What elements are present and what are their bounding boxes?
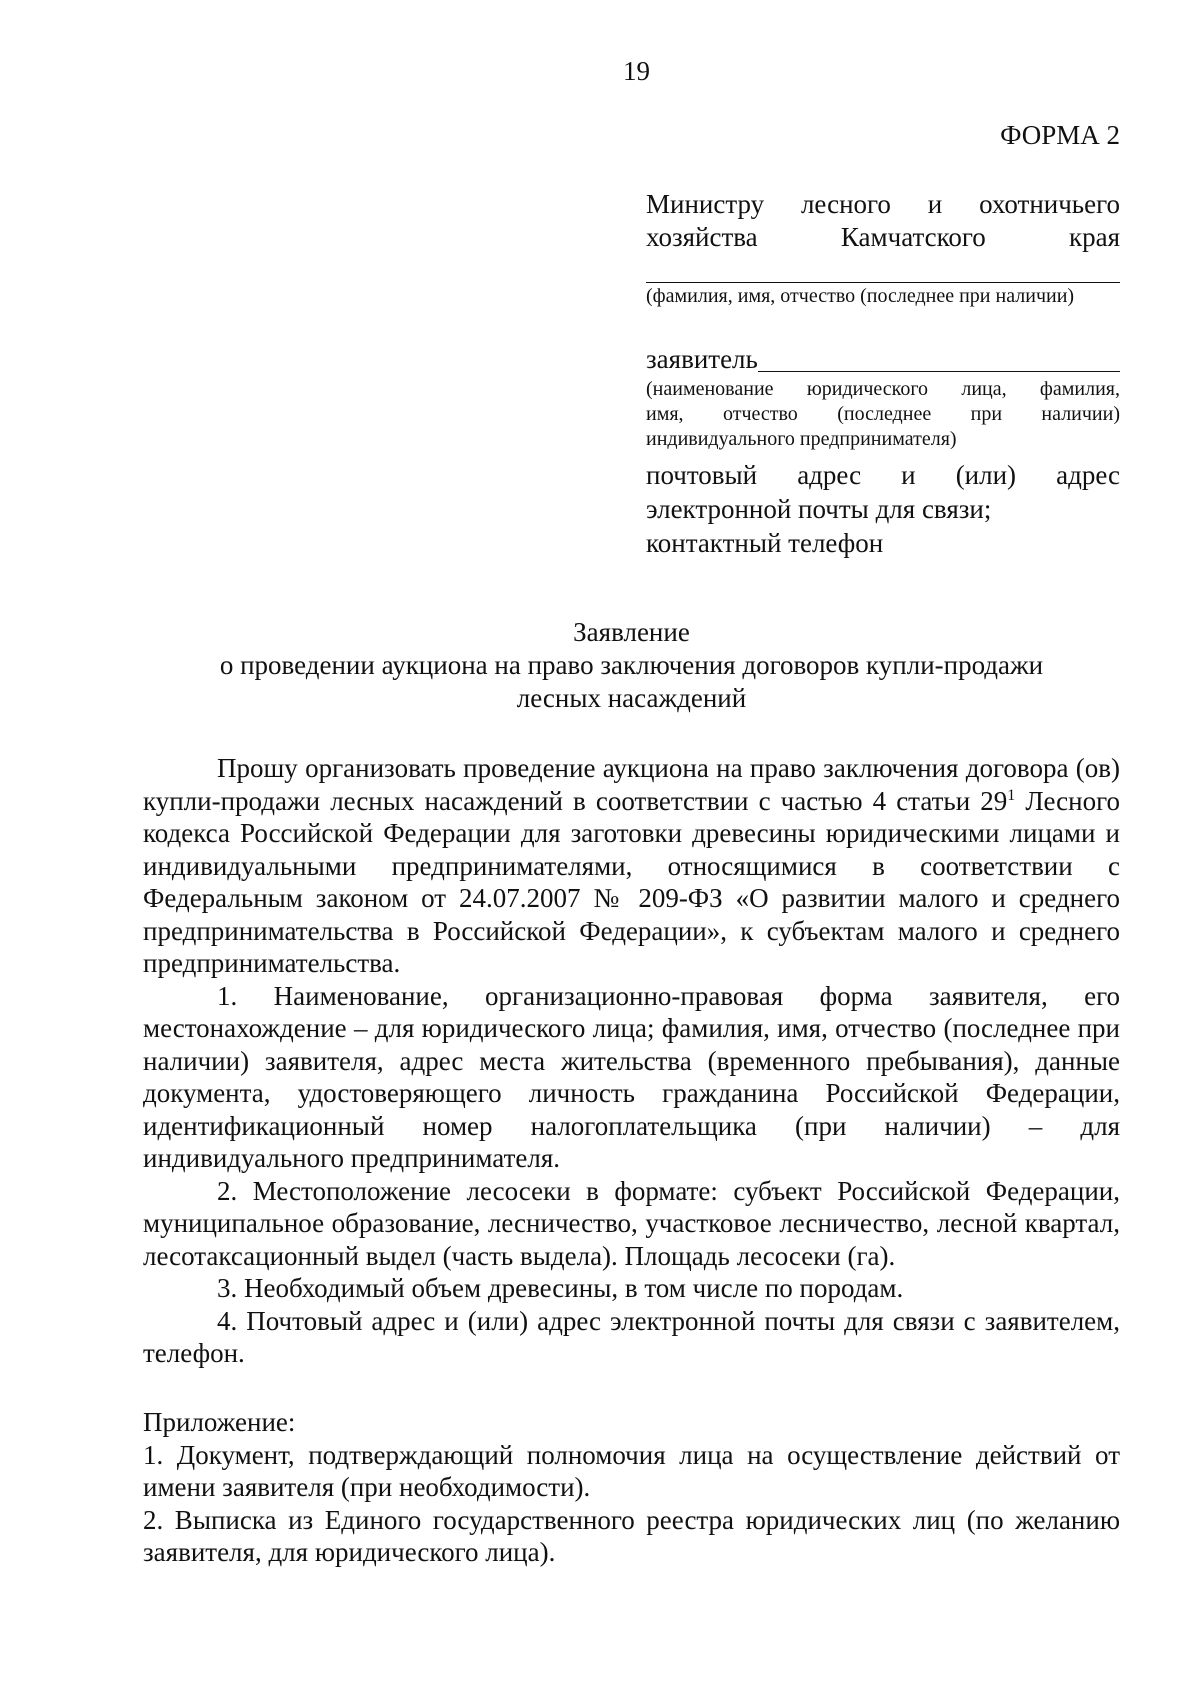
addressee-line-1: Министру лесного и охотничьего (646, 189, 1120, 219)
addressee-block (646, 188, 1120, 560)
document-body (143, 752, 1120, 1370)
document-title (143, 616, 1120, 715)
contact-info (646, 458, 1120, 560)
intro-text-start: Прошу организовать проведение аукциона на право заключения договора (ов) купли-продажи лесных насаждений в соответствии с частью 4 статьи 29 (143, 753, 1120, 816)
applicant-caption-line-3: индивидуального предпринимателя) (646, 428, 957, 450)
addressee-name-blank[interactable] (646, 255, 1120, 283)
addressee-line-2: хозяйства Камчатского края (646, 222, 1120, 252)
article-superscript: 1 (1007, 786, 1016, 804)
form-label: ФОРМА 2 (1000, 120, 1120, 150)
intro-text-end: Лесного кодекса Российской Федерации для заготовки древесины юридическими лицами и индивидуальными предпринимателями, относящимися в соответствии с Федеральным законом от 24.07.2007 № 209-ФЗ «О развитии малого и среднего предпринимательства в Российской Федерации», к субъектам малого и среднего предпринимательства. (143, 785, 1120, 978)
item-4-paragraph: 4. Почтовый адрес и (или) адрес электронной почты для связи с заявителем, телефон. (143, 1305, 1120, 1368)
appendix-item-1: 1. Документ, подтверждающий полномочия лица на осуществление действий от имени заявителя (при необходимости). (143, 1439, 1120, 1502)
appendix-heading: Приложение: (143, 1407, 296, 1437)
addressee-name-caption: (фамилия, имя, отчество (последнее при наличии) (646, 285, 1075, 307)
applicant-caption-line-1: (наименование юридического лица, фамилия, (646, 378, 1120, 400)
title-line-2: о проведении аукциона на право заключения договоров купли-продажи (219, 650, 1044, 680)
page-number: 19 (623, 56, 650, 86)
appendix-section (143, 1406, 1120, 1569)
item-1-paragraph: 1. Наименование, организационно-правовая форма заявителя, его местонахождение – для юридического лица; фамилия, имя, отчество (последнее при наличии) заявителя, адрес места жительства (временного пребывания), данные документа, удостоверяющего личность гражданина Российской Федерации, идентификационный номер налогоплательщика (при наличии) – для индивидуального предпринимателя. (143, 980, 1120, 1173)
applicant-line (646, 343, 1120, 376)
applicant-caption (646, 377, 1120, 452)
contact-line-1: почтовый адрес и (или) адрес (646, 460, 1120, 490)
applicant-caption-line-2: имя, отчество (последнее при наличии) (646, 403, 1120, 425)
item-2-paragraph: 2. Местоположение лесосеки в формате: субъект Российской Федерации, муниципальное образование, лесничество, участковое лесничество, лесной квартал, лесотаксационный выдел (часть выдела). Площадь лесосеки (га). (143, 1175, 1120, 1271)
title-line-3: лесных насаждений (516, 683, 747, 713)
contact-line-3: контактный телефон (646, 528, 884, 558)
applicant-label: заявитель (646, 344, 758, 374)
applicant-blank[interactable] (758, 345, 1120, 372)
title-line-1: Заявление (573, 617, 690, 647)
appendix-item-2: 2. Выписка из Единого государственного реестра юридических лиц (по желанию заявителя, для юридического лица). (143, 1504, 1120, 1567)
contact-line-2: электронной почты для связи; (646, 494, 992, 524)
intro-paragraph (143, 752, 1120, 980)
item-3-paragraph: 3. Необходимый объем древесины, в том числе по породам. (217, 1273, 904, 1303)
